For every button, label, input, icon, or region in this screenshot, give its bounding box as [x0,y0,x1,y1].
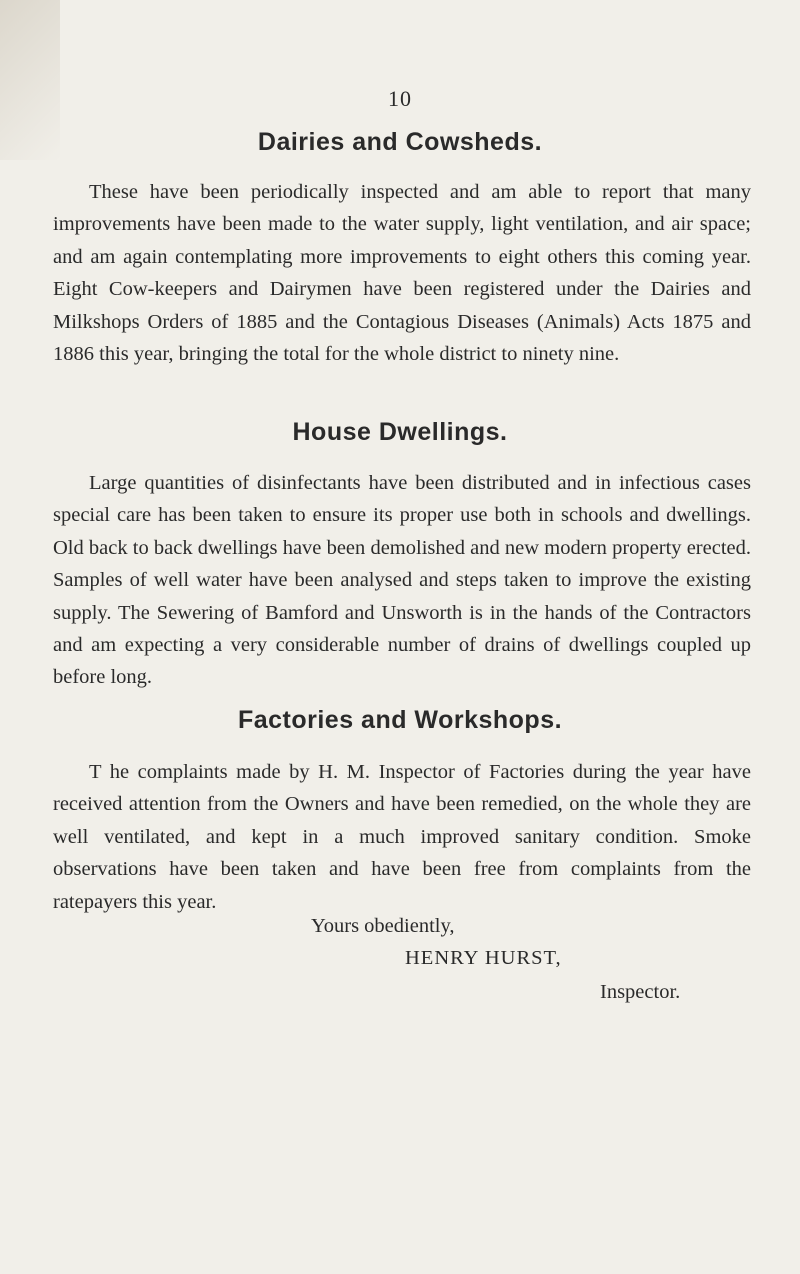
signature-title: Inspector. [600,981,681,1003]
page-number: 10 [388,86,412,111]
signature-name: HENRY HURST, [405,947,562,969]
section-title-house-dwellings: House Dwellings. [292,418,508,446]
section-body-dairies: These have been periodically inspected and am able to report that many improvements have been made to the water supply, light ventilation, and air space; and am again contemplating more improvements to eight others this coming year. Eight Cow-keepers and Dairymen have been registered under the Dairies and Milkshops Orders of 1885 and the Contagious Diseases (Animals) Acts 1875 and 1886 this year, bringing the total for the whole district to ninety nine. [53,181,751,366]
section-title-factories: Factories and Workshops. [237,706,563,734]
section-body-house-dwellings: Large quantities of disinfectants have been distributed and in infectious cases special care has been taken to ensure its proper use both in schools and dwellings. Old back to back dwellings have been demolished and new modern property erected. Samples of well water have been analysed and steps taken to improve the existing supply. The Sewering of Bamford and Unsworth is in the hands of the Contractors and am expecting a very considerable number of drains of dwellings coupled up before long. [53,472,751,689]
signature-closing: Yours obediently, [311,915,455,937]
section-body-factories: T he complaints made by H. M. Inspector of Factories during the year have received attention from the Owners and have been remedied, on the whole they are well ventilated, and kept in a much improved sanitary condition. Smoke observations have been taken and have been free from complaints from the ratepayers this year. [53,761,751,913]
section-title-dairies: Dairies and Cowsheds. [257,128,543,156]
